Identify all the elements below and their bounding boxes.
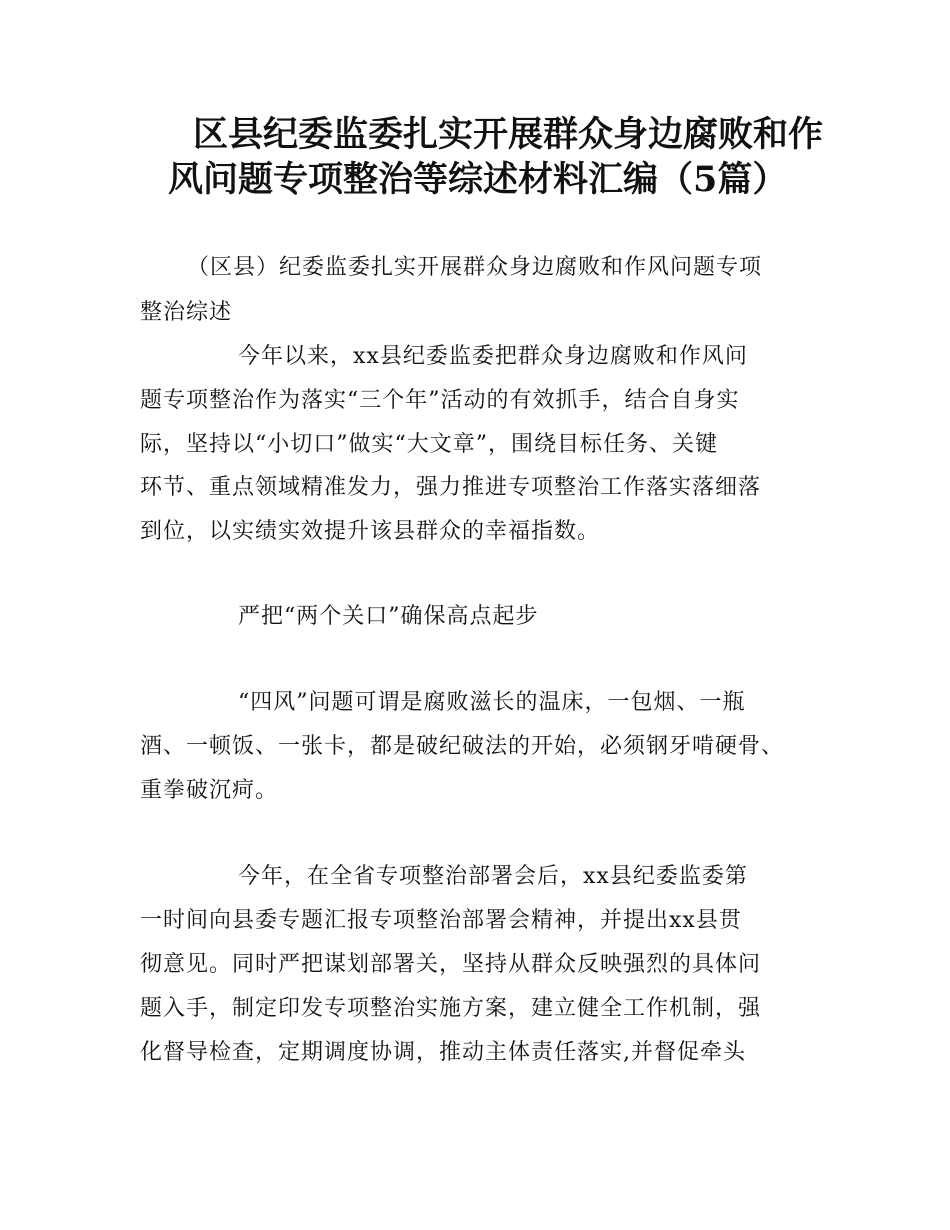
paragraph-1-line: 到位，以实绩实效提升该县群众的幸福指数。 [140,519,601,544]
subtitle-line-1: （区县）纪委监委扎实开展群众身边腐败和作风问题专项 [187,255,763,280]
paragraph-1-line: 环节、重点领域精准发力，强力推进专项整治工作落实落细落 [140,475,762,500]
paragraph-3-line: 今年，在全省专项整治部署会后，xx县纪委监委第 [238,864,748,889]
paragraph-1-line: 题专项整治作为落实“三个年”活动的有效抓手，结合自身实 [140,388,740,413]
paragraph-3-line: 彻意见。同时严把谋划部署关，坚持从群众反映强烈的具体问 [140,952,762,977]
paragraph-1-line: 际，坚持以“小切口”做实“大文章”，围绕目标任务、关键 [140,432,718,457]
paragraph-3-line: 化督导检查，定期调度协调，推动主体责任落实,并督促牵头 [140,1040,746,1065]
paragraph-1-line: 今年以来，xx县纪委监委把群众身边腐败和作风问 [238,344,748,369]
document-title-line-1: 区县纪委监委扎实开展群众身边腐败和作 [193,114,824,155]
subtitle-line-2: 整治综述 [140,300,233,325]
document-title-line-2: 风问题专项整治等综述材料汇编（5篇） [168,159,788,200]
section-heading: 严把“两个关口”确保高点起步 [238,604,539,629]
paragraph-3-line: 一时间向县委专题汇报专项整治部署会精神，并提出xx县贯 [140,908,742,933]
paragraph-2-line: 重拳破沉疴。 [140,778,279,803]
paragraph-2-line: 酒、一顿饭、一张卡，都是破纪破法的开始，必须钢牙啃硬骨、 [140,734,785,759]
paragraph-3-line: 题入手，制定印发专项整治实施方案，建立健全工作机制，强 [140,996,762,1021]
paragraph-2-line: “四风”问题可谓是腐败滋长的温床，一包烟、一瓶 [238,690,746,715]
